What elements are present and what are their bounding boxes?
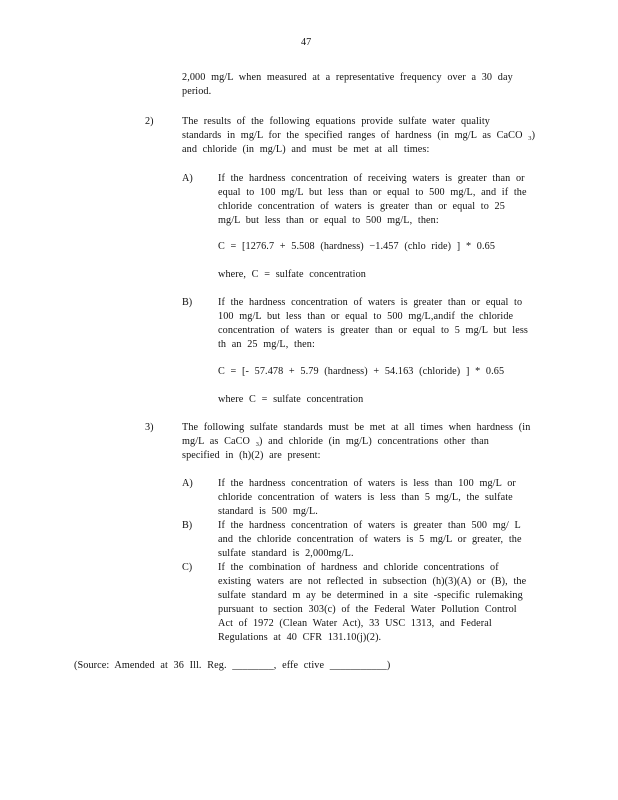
- item-3b-line: and the chloride concentration of waters is 5 mg/L or greater, the: [218, 534, 522, 545]
- item-2a-where: where, C = sulfate concentration: [218, 269, 366, 280]
- item-2b-equation: C = [- 57.478 + 5.79 (hardness) + 54.163 (chloride) ] * 0.65: [218, 366, 505, 377]
- intro-line: period.: [182, 86, 212, 97]
- item-3-line: specified in (h)(2) are present:: [182, 450, 321, 461]
- item-2-line: The results of the following equations provide sulfate water quality: [182, 116, 490, 127]
- item-3c-label: C): [182, 562, 193, 573]
- item-3b-line: sulfate standard is 2,000mg/L.: [218, 548, 354, 559]
- close-paren: ): [531, 130, 536, 141]
- item-3c-line: Act of 1972 (Clean Water Act), 33 USC 1313, and Federal: [218, 618, 492, 629]
- item-3c-line: existing waters are not reflected in subsection (h)(3)(A) or (B), the: [218, 576, 527, 587]
- item-2-line: and chloride (in mg/L) and must be met at all times:: [182, 144, 430, 155]
- item-2a-label: A): [182, 173, 193, 184]
- item-3-line: The following sulfate standards must be met at all times when hardness (in: [182, 422, 531, 433]
- item-2a-line: chloride concentration of waters is greater than or equal to 25: [218, 201, 505, 212]
- item-2b-where: where C = sulfate concentration: [218, 394, 364, 405]
- subscript: 3: [255, 441, 259, 448]
- item-2a-equation: C = [1276.7 + 5.508 (hardness) −1.457 (chlo ride) ] * 0.65: [218, 241, 496, 252]
- item-2b-line: th an 25 mg/L, then:: [218, 339, 315, 350]
- item-2-line: [182, 130, 535, 142]
- item-3a-label: A): [182, 478, 193, 489]
- intro-line: 2,000 mg/L when measured at a representative frequency over a 30 day: [182, 72, 513, 83]
- item-3-line-rest: ) and chloride (in mg/L) concentrations other than: [258, 436, 489, 447]
- item-3c-line: If the combination of hardness and chloride concentrations of: [218, 562, 499, 573]
- subscript: 3: [528, 135, 532, 142]
- item-3a-line: standard is 500 mg/L.: [218, 506, 318, 517]
- item-3a-line: chloride concentration of waters is less than 5 mg/L, the sulfate: [218, 492, 513, 503]
- item-2b-line: concentration of waters is greater than or equal to 5 mg/L but less: [218, 325, 528, 336]
- item-2b-line: 100 mg/L but less than or equal to 500 mg/L,andif the chloride: [218, 311, 514, 322]
- item-2a-line: mg/L but less than or equal to 500 mg/L, then:: [218, 215, 439, 226]
- item-2-line-text: standards in mg/L for the specified ranges of hardness (in mg/L as CaCO: [182, 130, 523, 141]
- item-2b-line: If the hardness concentration of waters is greater than or equal to: [218, 297, 523, 308]
- item-3b-line: If the hardness concentration of waters is greater than 500 mg/ L: [218, 520, 521, 531]
- item-3-line: [182, 436, 489, 448]
- item-3a-line: If the hardness concentration of waters is less than 100 mg/L or: [218, 478, 516, 489]
- page-number: 47: [301, 37, 312, 48]
- item-2b-label: B): [182, 297, 193, 308]
- item-3-label: 3): [145, 422, 154, 433]
- item-3c-line: pursuant to section 303(c) of the Federal Water Pollution Control: [218, 604, 517, 615]
- item-2a-line: If the hardness concentration of receiving waters is greater than or: [218, 173, 525, 184]
- item-3b-label: B): [182, 520, 193, 531]
- item-2-label: 2): [145, 116, 154, 127]
- item-3-line-text: mg/L as CaCO: [182, 436, 250, 447]
- item-2a-line: equal to 100 mg/L but less than or equal to 500 mg/L, and if the: [218, 187, 527, 198]
- item-3c-line: sulfate standard m ay be determined in a site -specific rulemaking: [218, 590, 523, 601]
- item-3c-line: Regulations at 40 CFR 131.10(j)(2).: [218, 632, 382, 643]
- source-note: (Source: Amended at 36 Ill. Reg. ________, effe ctive ___________): [74, 660, 391, 671]
